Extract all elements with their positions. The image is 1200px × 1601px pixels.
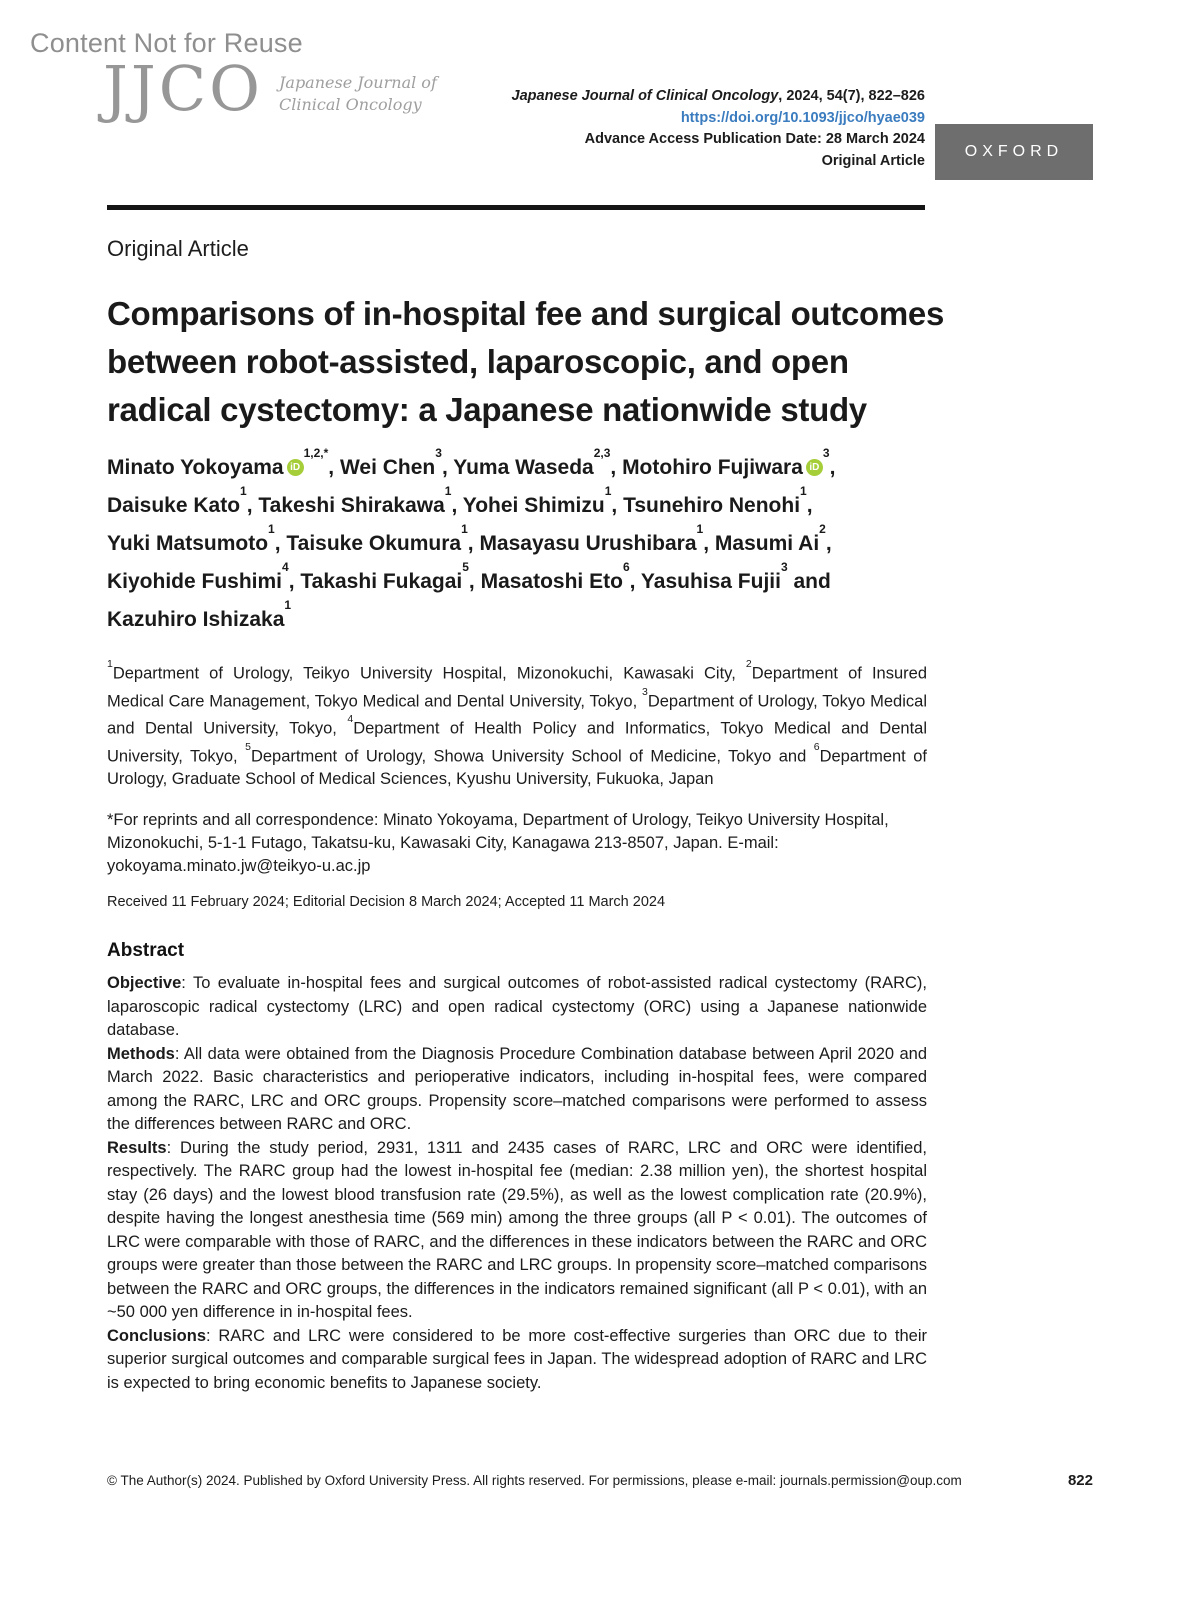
author-separator: , <box>274 532 287 555</box>
abstract-section-text: : To evaluate in-hospital fees and surgical outcomes of robot-assisted radical cystectomy (RARC), laparoscopic radical cystectomy (LRC) and open radical cystectomy (ORC) using a Japanese nationwide database. <box>107 974 927 1039</box>
author-name: Motohiro Fujiwara <box>622 456 803 479</box>
author-name: Masatoshi Eto <box>480 570 623 593</box>
author <box>714 522 826 555</box>
abstract-section-text: : All data were obtained from the Diagnosis Procedure Combination database between April 2020 and March 2022. Basic characteristics and perioperative indicators, including in-hospital fees, were compared among the RARC, LRC and ORC groups. Propensity score–matched comparisons were performed to assess the differences between RARC and ORC. <box>107 1044 927 1133</box>
abstract-section-text: : RARC and LRC were considered to be more cost-effective surgeries than ORC due to their superior surgical outcomes and comparable surgical fees in Japan. The widespread adoption of RARC and LRC is expected to bring economic benefits to Japanese society. <box>107 1326 927 1392</box>
author-name: Masayasu Urushibara <box>479 532 697 555</box>
correspondence-text: *For reprints and all correspondence: Minato Yokoyama, Department of Urology, Teikyo University Hospital, Mizonokuchi, 5-1-1 Futago, Takatsu-ku, Kawasaki City, Kanagawa 213-8507, Japan. E-mail: <box>107 811 889 852</box>
author-sup: 1 <box>696 522 704 536</box>
citation-journal-name: Japanese Journal of Clinical Oncology <box>511 88 779 104</box>
author <box>300 560 469 593</box>
author-name: Daisuke Kato <box>107 494 241 517</box>
author-sup: 1 <box>268 522 275 536</box>
author-name: Yuma Waseda <box>453 456 594 479</box>
affiliation: Department of Urology, Teikyo University Hospital, Mizonokuchi, Kawasaki City, <box>112 664 746 683</box>
author-name: Kazuhiro Ishizaka <box>107 608 285 631</box>
author-name: Wei Chen <box>339 456 436 479</box>
abstract-section-label: Methods <box>107 1044 175 1063</box>
author-sup: 3 <box>780 560 788 574</box>
advance-access-date: Advance Access Publication Date: 28 March 2024 <box>584 131 925 147</box>
abstract-section-text: : During the study period, 2931, 1311 and 2435 cases of RARC, LRC and ORC were identified, respectively. The RARC group had the lowest in-hospital fee (median: 2.38 million yen), the shortest hospital stay (26 days) and the lowest blood transfusion rate (29.5%), as well as the lowest complication rate (20.9%), despite having the longest anesthesia time (569 min) among the three groups (all P < 0.01). The outcomes of LRC were comparable with those of RARC, and the differences in these indicators between the RARC and ORC groups were greater than those between the RARC and LRC groups. In propensity score–matched comparisons between the RARC and ORC groups, the differences in the indicators remained significant (all P < 0.01), with an ~50 000 yen difference in in-hospital fees. <box>107 1138 927 1321</box>
received-dates: Received 11 February 2024; Editorial Decision 8 March 2024; Accepted 11 March 2024 <box>107 894 666 910</box>
author <box>622 446 830 479</box>
abstract-section-label: Objective <box>107 974 182 992</box>
author-sup: 1 <box>800 484 807 498</box>
author <box>286 522 468 555</box>
orcid-icon[interactable]: iD <box>806 459 823 476</box>
author <box>107 598 292 631</box>
author-name: Taisuke Okumura <box>286 532 462 555</box>
author-sup: 1 <box>604 484 612 498</box>
author-separator: , <box>441 456 454 479</box>
author-name: Masumi Ai <box>714 532 820 555</box>
author-separator: , <box>806 494 813 517</box>
author-name: Tsunehiro Nenohi <box>623 494 801 517</box>
author <box>107 446 329 479</box>
correspondence-note <box>107 809 927 878</box>
author-name: Kiyohide Fushimi <box>107 570 283 593</box>
abstract-body <box>107 972 927 1395</box>
author-separator: , <box>467 532 480 555</box>
author <box>107 484 247 517</box>
author-list <box>107 446 947 636</box>
oxford-publisher-logo: OXFORD <box>935 124 1093 180</box>
author-separator: , <box>611 494 624 517</box>
author-name: Yasuhisa Fujii <box>640 570 781 593</box>
affiliation-sup: 2 <box>745 658 752 670</box>
affiliation: Department of Insured Medical Care Management, Tokyo Medical and Dental University, Tokyo, <box>107 664 927 710</box>
author-separator: , <box>703 532 715 555</box>
abstract-heading: Abstract <box>107 940 185 961</box>
doi-link[interactable]: https://doi.org/10.1093/jjco/hyae039 <box>680 109 925 126</box>
author-name: Yuki Matsumoto <box>107 532 269 555</box>
article-title: Comparisons of in-hospital fee and surgical outcomes between robot-assisted, laparoscopic, and open radical cystectomy: a Japanese nationwide study <box>107 295 945 428</box>
citation-block <box>512 86 925 172</box>
abstract-results <box>107 1137 927 1325</box>
author-sup: 4 <box>282 560 289 574</box>
author-sup: 3 <box>435 446 442 460</box>
author <box>623 484 807 517</box>
header-rule <box>107 205 925 210</box>
journal-logo-tagline-line2: Clinical Oncology <box>278 94 422 114</box>
abstract-conclusions <box>107 1325 927 1396</box>
author <box>258 484 452 517</box>
citation-line <box>512 86 925 108</box>
author <box>480 560 630 593</box>
author-separator: , <box>288 570 301 593</box>
author <box>479 522 704 555</box>
section-label: Original Article <box>107 236 249 261</box>
author-separator: , <box>451 494 463 517</box>
watermark-text: Content Not for Reuse <box>30 28 303 58</box>
abstract-methods <box>107 1043 927 1137</box>
author-sup: 1 <box>461 522 468 536</box>
affiliations <box>107 658 927 791</box>
journal-logo <box>103 52 437 125</box>
author-sup: 1 <box>240 484 247 498</box>
author-separator: , <box>629 570 641 593</box>
author <box>339 446 442 479</box>
author-sup: 3 <box>822 446 830 460</box>
author-sup: 5 <box>462 560 469 574</box>
author-sup: 1 <box>284 598 292 612</box>
orcid-icon[interactable]: iD <box>287 459 304 476</box>
author-sup: 2 <box>819 522 826 536</box>
correspondence-email[interactable]: yokoyama.minato.jw@teikyo-u.ac.jp <box>107 857 371 875</box>
author <box>462 484 612 517</box>
abstract-section-label: Conclusions <box>107 1326 207 1345</box>
citation-meta: , 2024, 54(7), 822–826 <box>778 88 925 104</box>
page-footer <box>107 1472 1093 1489</box>
author-name: Takashi Fukagai <box>300 570 463 593</box>
journal-logo-letters: JJCO <box>103 52 263 125</box>
author <box>107 560 289 593</box>
author <box>453 446 611 479</box>
affiliation-sup: 5 <box>245 740 251 753</box>
author <box>107 522 275 555</box>
author-sup: 1,2,* <box>303 446 329 460</box>
author-separator: and <box>787 570 831 593</box>
author-separator: , <box>610 456 623 479</box>
author-name: Takeshi Shirakawa <box>258 494 445 517</box>
affiliation: Department of Urology, Showa University School of Medicine, Tokyo and <box>250 747 814 765</box>
author-sup: 2,3 <box>593 446 611 460</box>
author-separator: , <box>829 456 836 479</box>
journal-logo-tagline <box>279 72 437 115</box>
article-type-label: Original Article <box>821 152 925 169</box>
affiliation-sup: 6 <box>813 740 820 753</box>
copyright-notice: © The Author(s) 2024. Published by Oxford University Press. All rights reserved. For permissions, please e-mail: journals.permission@oup.com <box>107 1473 962 1488</box>
author-separator: , <box>328 456 340 479</box>
affiliation: Department of Urology, Tokyo Medical and Dental University, Tokyo, <box>107 692 927 738</box>
affiliation-sup: 1 <box>107 658 113 670</box>
page-number: 822 <box>1067 1472 1093 1489</box>
author-separator: , <box>825 532 832 555</box>
author-sup: 6 <box>622 560 630 574</box>
author-sup: 1 <box>444 484 452 498</box>
affiliation-sup: 3 <box>642 685 648 698</box>
abstract-section-label: Results <box>107 1138 167 1157</box>
journal-logo-tagline-line1: Japanese Journal of <box>278 73 437 92</box>
abstract-objective <box>107 972 927 1043</box>
article-body <box>107 230 945 1395</box>
affiliation-sup: 4 <box>347 713 354 725</box>
author-separator: , <box>246 494 259 517</box>
author <box>640 560 788 593</box>
author-name: Yohei Shimizu <box>462 494 605 517</box>
affiliation: Department of Urology, Graduate School of Medical Sciences, Kyushu University, Fukuoka, Japan <box>107 747 927 788</box>
affiliation: Department of Health Policy and Informatics, Tokyo Medical and Dental University, Tokyo, <box>107 719 927 765</box>
author-separator: , <box>468 570 481 593</box>
author-name: Minato Yokoyama <box>107 456 284 479</box>
